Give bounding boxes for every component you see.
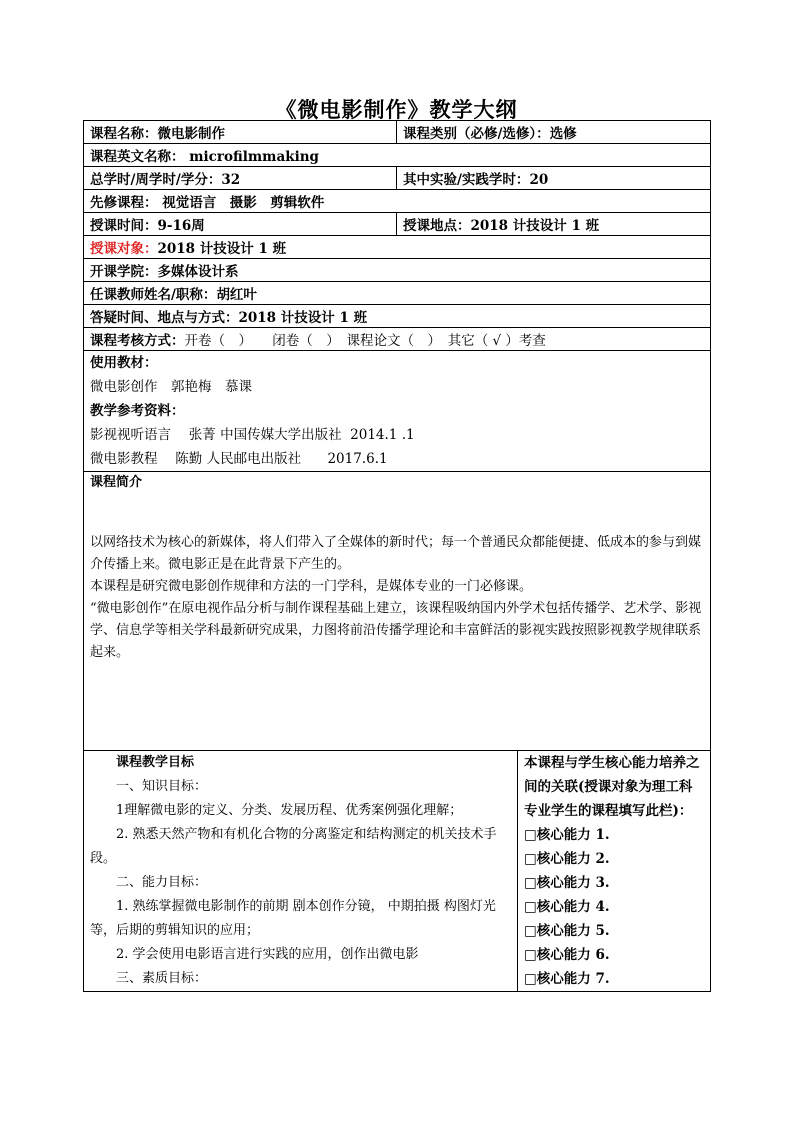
objective-line: 一、知识目标： [116, 779, 208, 794]
label: 开课学院： [90, 264, 158, 280]
row-assessment [84, 328, 711, 351]
reference-item: 影视视听语言 张菁 中国传媒大学出版社 2014.1 .1 [90, 427, 415, 443]
refs-label: 教学参考资料： [90, 403, 185, 419]
place-value: 2018 计技设计 1 班 [470, 218, 600, 234]
label: 其中实验/实践学时： [403, 172, 530, 188]
prereq-value: 视觉语言 摄影 剪辑软件 [162, 195, 325, 211]
ability-item: □核心能力 5. [524, 923, 610, 939]
label: 先修课程： [90, 195, 158, 211]
ability-item: □核心能力 4. [524, 899, 610, 915]
ability-item: □核心能力 1. [524, 827, 610, 843]
label: 课程类别（必修/选修）： [403, 126, 550, 142]
intro-paragraph: 以网络技术为核心的新媒体，将人们带入了全媒体的新时代；每一个普通民众都能便捷、低成本的参与到媒介传播上来。微电影正是在此背景下产生的。 [90, 535, 702, 572]
label: 授课地点： [403, 218, 471, 234]
time-value: 9-16周 [157, 218, 205, 234]
row-objectives [84, 751, 711, 992]
ability-item: □核心能力 6. [524, 947, 610, 963]
target-label: 授课对象： [90, 241, 158, 257]
textbook-label: 使用教材： [90, 355, 158, 371]
row-course-name [84, 121, 711, 144]
label: 课程英文名称： [90, 149, 185, 165]
textbook: 微电影创作 郭艳梅 慕课 [90, 379, 252, 395]
row-intro [84, 472, 711, 751]
label: 总学时/周学时/学分： [90, 172, 222, 188]
label: 授课时间： [90, 218, 158, 234]
objective-line: 三、素质目标： [116, 971, 208, 986]
label: 课程考核方式： [90, 333, 185, 349]
target-value: 2018 计技设计 1 班 [157, 241, 287, 257]
intro-heading: 课程简介 [90, 475, 143, 490]
syllabus-table [83, 120, 711, 992]
row-prereq [84, 190, 711, 213]
label: 任课教师姓名/职称： [90, 287, 217, 303]
intro-paragraph: 本课程是研究微电影创作规律和方法的一门学科，是媒体专业的一门必修课。 [90, 579, 533, 594]
reference-item: 微电影教程 陈勤 人民邮电出版社 2017.6.1 [90, 451, 388, 467]
document-title: 《微电影制作》教学大纲 [275, 97, 518, 122]
row-qa [84, 305, 711, 328]
college-value: 多媒体设计系 [157, 264, 239, 280]
course-type-value: 选修 [549, 126, 577, 142]
course-name-value: 微电影制作 [157, 126, 225, 142]
qa-value: 2018 计技设计 1 班 [238, 310, 368, 326]
label: 课程名称： [90, 126, 158, 142]
intro-paragraph: “微电影创作”在原电视作品分析与制作课程基础上建立，该课程吸纳国内外学术包括传播学、艺术学、影视学、信息学等相关学科最新研究成果，力图将前沿传播学理论和丰富鲜活的影视实践按照影视教学规律联系起来。 [90, 601, 702, 660]
row-teacher [84, 282, 711, 305]
row-hours [84, 167, 711, 190]
objective-line: 2. 学会使用电影语言进行实践的应用，创作出微电影 [116, 947, 419, 962]
objective-line: 二、能力目标： [116, 875, 208, 890]
objectives-heading: 课程教学目标 [116, 755, 195, 770]
row-college [84, 259, 711, 282]
objective-line: 1理解微电影的定义、分类、发展历程、优秀案例强化理解； [116, 803, 463, 818]
objective-line: 1. 熟练掌握微电影制作的前期 剧本创作分镜， 中期拍摄 构图灯光等，后期的剪辑知识的应用； [90, 899, 496, 938]
teacher-value: 胡红叶 [216, 287, 257, 303]
ability-item: □核心能力 2. [524, 851, 610, 867]
hours-value: 32 [221, 172, 241, 188]
row-materials [84, 351, 711, 472]
row-english-name [84, 144, 711, 167]
ability-item: □核心能力 7. [524, 971, 610, 987]
row-time-place [84, 213, 711, 236]
objective-line: 2. 熟悉天然产物和有机化合物的分离鉴定和结构测定的机关技术手段。 [90, 827, 497, 866]
assessment-value: 开卷（ ） 闭卷（ ） 课程论文（ ） 其它（ √ ）考查 [184, 333, 546, 349]
english-name-value: microfilmmaking [189, 149, 319, 165]
ability-item: □核心能力 3. [524, 875, 610, 891]
label: 答疑时间、地点与方式： [90, 310, 239, 326]
row-target [84, 236, 711, 259]
lab-hours-value: 20 [529, 172, 549, 188]
relation-heading: 本课程与学生核心能力培养之间的关联(授课对象为理工科专业学生的课程填写此栏)： [524, 755, 700, 819]
